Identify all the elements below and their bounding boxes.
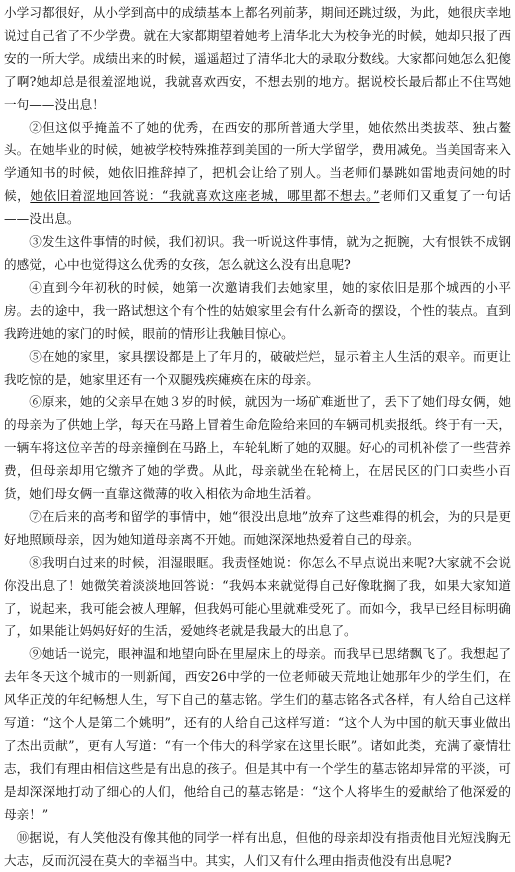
paragraph-8: ⑧我明白过来的时候，泪湿眼眶。我责怪她说：你怎么不早点说出来呢?大家就不会说你没出息了！她微笑着淡淡地回答说：“我妈本来就觉得自己好像耽搁了我，如果大家知道了，说起来，我可能会被人理解，但我妈可能心里就难受死了。而如今，我早已经目标明确了，如果能让妈妈好好的生活，爱她终老就是我最大的出息了。 <box>4 554 511 639</box>
paragraph-1: 小学习都很好，从小学到高中的成绩基本上都名列前茅，期间还跳过级，为此，她很庆幸地说过自己省了不少学费。就在大家都期望着她考上清华北大为校争光的时候，她却只报了西安的一所大学。成绩出来的时候，遥遥超过了清华北大的录取分数线。大家都问她怎么犯傻了啊?她却总是很羞涩地说，我就喜欢西安，不想去别的地方。据说校长最后都止不住骂她一句——没出息！ <box>4 5 511 112</box>
paragraph-9: ⑨她话一说完，眼神温和地望向卧在里屋床上的母亲。而我早已思绪飘飞了。我想起了去年冬天这个城市的一则新闻，西安26中学的一位老师破天荒地让她那年少的学生们，在风华正茂的年纪畅想人生，写下自己的墓志铭。学生们的墓志铭各式各样，有人给自己这样写道：“这个人是第二个姚明”，还有的人给自己这样写道：“这个人为中国的航天事业做出了杰出贡献”，更有人写道：“有一个伟大的科学家在这里长眠”。诸如此类，充满了豪情壮志，我们有理由相信这些是有出息的孩子。但是其中有一个学生的墓志铭却异常的平淡，可是却深深地打动了细心的人们，他给自己的墓志铭是：“这个人将毕生的爱献给了他深爱的母亲！” <box>4 646 511 822</box>
article-body <box>4 2 511 872</box>
paragraph-2-text-after: 老师们又重复了一句话——没出息。 <box>4 188 512 227</box>
paragraph-2-underlined-quote: 她依旧着涩地回答说：“我就喜欢这座老城，哪里都不想去。” <box>30 188 380 204</box>
paragraph-5: ⑤在她的家里，家具摆设都是上了年月的，破破烂烂，显示着主人生活的艰辛。而更让我吃惊的是，她家里还有一个双腿残疾瘫痪在床的母亲。 <box>4 348 511 387</box>
paragraph-3: ③发生这件事情的时候，我们初识。我一听说这件事情，就为之扼腕，大有恨铁不成钢的感觉，心中也觉得这么优秀的女孩，怎么就这么没有出息呢? <box>4 234 511 272</box>
paragraph-6: ⑥原来，她的父亲早在她３岁的时候，就因为一场矿难逝世了，丢下了她们母女俩，她的母亲为了供她上学，每天在马路上冒着生命危险给来回的车辆司机卖报纸。终于有一天，一辆车将这位辛苦的母亲撞倒在马路上，车轮轧断了她的双腿。好心的司机补偿了一些营养费，但母亲却用它缴齐了她的学费。从此，母亲就坐在轮椅上，在居民区的门口卖些小百货，她们母女俩一直靠这微薄的收入相依为命地生活着。 <box>4 394 511 502</box>
paragraph-7: ⑦在后来的高考和留学的事情中，她“很没出息地”放弃了这些难得的机会，为的只是更好地照顾母亲，因为她知道母亲离不开她。而她深深地热爱着自己的母亲。 <box>4 508 511 547</box>
paragraph-2-text-before: ②但这似乎掩盖不了她的优秀，在西安的那所普通大学里，她依然出类拔萃、独占鳌头。在她毕业的时候，她被学校特殊推荐到美国的一所大学留学，费用减免。当美国寄来入学通知书的时候，她依旧推辞掉了，把机会让给了别人。当老师们暴跳如雷地责问她的时候， <box>4 119 511 204</box>
paragraph-2 <box>4 117 511 232</box>
paragraph-4: ④直到今年初秋的时候，她第一次邀请我们去她家里，她的家依旧是那个城西的小平房。去的途中，我一路试想这个有个性的姑娘家里会有什么新奇的摆设，个性的装点。直到我跨进她的家门的时候，眼前的情形让我触目惊心。 <box>4 279 511 341</box>
paragraph-10: ⑩据说，有人笑他没有像其他的同学一样有出息，但他的母亲却没有指责他目光短浅胸无大志，反而沉浸在莫大的幸福当中。其实，人们又有什么理由指责他没有出息呢? <box>4 829 511 868</box>
